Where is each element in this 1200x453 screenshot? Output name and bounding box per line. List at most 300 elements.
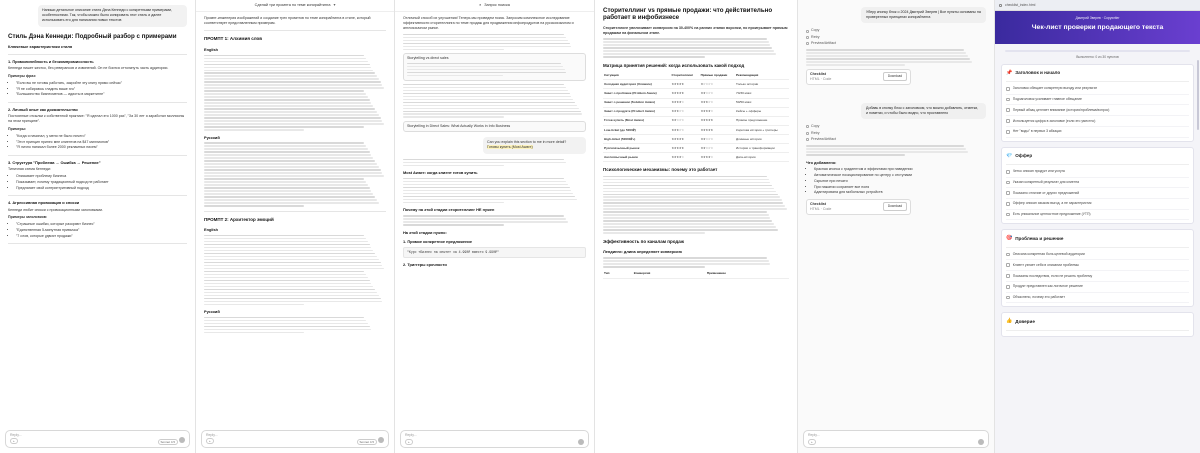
retry-action[interactable]: Retry [806,35,986,40]
checklist-item-text: Первый абзац цепляет внимание (история/проблема/вопрос) [1012,107,1110,112]
text-line [204,145,366,147]
research-artifact-card[interactable] [403,121,586,132]
column-header: Рекомендация [735,71,789,80]
list-item: • "Если вы не готовы работать, закройте эту книгу прямо сейчас" [16,81,187,86]
response-sections [8,59,187,244]
answer-badge: Готовы купить (Most Aware) [487,145,533,150]
section-emoji-icon: 💎 [1006,152,1013,159]
text-line [403,218,566,220]
text-line [603,38,767,40]
levels-heading: Most Aware: когда клиент готов купить [403,170,478,176]
user-message: Напиши детальное описание стиля Дэна Кеннеди с конкретными примерами, особенностями. Так, чтобы можно было копировать этот стиль и далее использовать его для написания новых текстов [38,5,187,27]
done-list [814,167,986,195]
text-line [204,301,382,303]
chevron-down-icon[interactable]: ▾ [333,2,336,7]
search-result-card[interactable] [403,53,586,81]
checklist-item[interactable] [1006,116,1189,127]
text-line [806,58,970,60]
examples-list [16,222,187,239]
text-line [204,283,371,285]
table-cell: ★★★★★ [670,89,699,98]
text-line [204,93,366,95]
text-line [204,70,373,72]
table-row [603,116,789,125]
send-button[interactable] [978,439,984,445]
text-line [204,329,371,331]
checkbox[interactable] [1006,191,1010,195]
section-emoji-icon: 👍 [1006,318,1013,325]
checklist-item[interactable] [1006,84,1189,95]
table-row [603,125,789,134]
text-line [603,53,776,55]
copy-action[interactable]: Copy [806,124,986,129]
text-line [204,280,370,282]
funnel-body [603,257,789,268]
text-line [204,87,384,89]
checklist-item[interactable] [1006,271,1189,282]
table-cell: ★★★★★ [700,125,735,134]
text-line [204,160,375,162]
table-cell: Холодная аудитория (Unaware) [603,80,670,89]
text-line [204,238,366,240]
text-line [204,265,382,267]
preview-icon [806,138,809,141]
add-icon[interactable]: + [405,439,413,445]
text-line [603,211,767,213]
text-line [407,72,566,74]
text-line [204,55,364,57]
checklist-item-text: Нет "воды" в первых 3 абзацах [1012,129,1062,134]
quoted-section [487,145,582,150]
text-line [204,274,366,276]
section-heading: 1. Прямолинейность и безкомпромиссность [8,58,94,64]
chat-composer[interactable] [803,430,989,448]
text-line [403,93,570,95]
checklist-item[interactable] [1006,178,1189,189]
text-line [603,185,772,187]
table-cell: Знает о проблеме (Problem Aware) [603,89,670,98]
list-item: • "Я не собираюсь гладить ваше эго" [16,87,187,92]
answer-intro [403,159,586,167]
table-row [603,98,789,107]
add-icon[interactable]: + [808,439,816,445]
checkbox[interactable] [1006,274,1010,278]
text-line [603,191,776,193]
send-button[interactable] [378,437,384,443]
intro-text: Отличный способ их улучшения! Теперь мы проведем поиск. Запросим комплексное исследование эффективности сторителлинга по теме продаж для продвижения инфопродуктов на русскоязычном и англоязычном рынке. [403,16,574,31]
user-message-2: Добавь в кнопку блок с заголовком, что можно добавлять, отметки, и пометки, и чтобы было видно, что проставлено [861,103,986,119]
text-line [403,108,579,110]
intro-heading: Ключевые характеристики стиля [8,44,73,50]
table-cell: ★★★☆☆ [700,98,735,107]
fail-heading: На этой стадии нужно: [403,229,447,235]
chat-panel-kennedy-style [0,0,196,453]
text-line [204,75,377,77]
checkbox[interactable] [1006,181,1010,185]
text-line [603,176,767,178]
checklist-item[interactable] [1006,250,1189,261]
checkbox[interactable] [1006,202,1010,206]
section-heading: 3. Структура "Проблема → Ошибка → Решение" [8,159,101,165]
checklist-item[interactable] [1006,105,1189,116]
table-cell: Длинные истории [735,134,789,143]
text-line [204,142,364,144]
text-line [806,55,968,57]
text-line [204,178,364,180]
divider [8,243,187,244]
prompt-2-lang-en: English [204,227,219,233]
text-line [603,202,783,204]
when-heading: Почему на этой стадии сторителлинг НЕ нужен [403,207,495,213]
section-text: Типичная схема Кеннеди: [8,167,51,172]
research-body [403,84,586,118]
text-line [204,323,368,325]
text-line [204,259,379,261]
checkbox[interactable] [1006,263,1010,267]
channels-heading: Эффективность по каналам продаж [603,238,684,244]
artifact-card-2[interactable] [806,199,911,215]
progress-bar [1005,50,1190,52]
section-title-text: Проблема и решение [1015,235,1064,241]
table-cell: Low-ticket (до 5000₽) [603,125,670,134]
text-line [403,184,568,186]
list-item: • Красная кнопка с градиентом и эффектами при наведении [814,167,986,172]
text-line [603,232,705,234]
text-line [403,99,573,101]
text-line [603,56,705,58]
section-title-text: Оффер [1015,152,1033,158]
text-line [806,154,905,156]
table-cell: Знает о продукте (Product Aware) [603,107,670,116]
chat-header [196,0,394,12]
text-line [403,199,577,201]
section-emoji-icon: 📌 [1006,69,1013,76]
text-line [204,123,384,125]
text-line [403,102,575,104]
numbered-2: 2. Триггеры срочности [403,261,447,267]
text-line [204,81,381,83]
hero-title: Чек-лист проверки продающего текста [1031,23,1164,31]
list-item: • "Я лично написал более 2000 рекламных писем" [16,145,187,150]
text-line [204,148,368,150]
text-line [204,244,370,246]
table-cell: ★★★★★ [670,143,699,152]
preview-icon [806,42,809,45]
examples-list [16,174,187,191]
text-line [603,229,778,231]
checklist-item-text: Подзаголовок усиливает главное обещание [1012,97,1082,102]
checklist-item[interactable] [1006,127,1189,138]
checklist-item-text: Заголовок обещает конкретную выгоду или результат [1012,86,1098,91]
divider [8,195,187,196]
list-item: • "Большинство бизнесменов — идиоты в маркетинге" [16,92,187,97]
text-line [204,175,384,177]
text-line [204,205,304,207]
file-icon [999,4,1002,7]
column-header: Ситуация [603,71,670,80]
chat-composer[interactable] [5,430,190,448]
artifact-card-1[interactable] [806,69,911,85]
text-line [204,295,379,297]
code-block: "Курс «Бизнес на опыте» за 4.990₽ вместо 9.990₽" [403,247,586,258]
download-button[interactable]: Download [883,202,907,211]
table-cell: ★★★★★ [670,80,699,89]
text-line [403,43,570,45]
text-line [204,72,375,74]
model-selector[interactable]: Sonnet 4.5 [158,439,179,445]
text-line [603,223,774,225]
report-lead: Сторителлинг увеличивает конверсию на 30-400% на ранних этапах воронки, но проигрывает прямым продажам на финальном этапе. [603,25,788,36]
table-cell: Прямое предложение [735,116,789,125]
text-line [806,148,966,150]
text-line [204,320,366,322]
table-cell: ★★★★☆ [670,153,699,162]
text-line [403,215,564,217]
add-icon[interactable]: + [10,438,18,444]
text-line [403,46,571,48]
table-cell: ★★☆☆☆ [700,134,735,143]
list-item: • Адаптирована для мобильных устройств [814,190,986,195]
text-line [407,63,561,65]
text-line [603,182,770,184]
text-line [403,165,504,167]
text-line [603,199,782,201]
table-cell: ★★★★☆ [670,98,699,107]
checklist-item[interactable] [1006,260,1189,271]
text-line [204,289,375,291]
checklist-item[interactable] [1006,210,1189,221]
checklist-item[interactable] [1006,199,1189,210]
preview-action[interactable]: Preview/Artifact [806,41,986,46]
user-message-1: Уберу кнопку блок о 2024 Дмитрий Зверев | Все пункты основаны на проверенных принципах копирайтинга [861,7,986,23]
list-item: • Скрытие при печати [814,179,986,184]
text-line [403,190,571,192]
checklist-item[interactable] [1006,282,1189,293]
text-line [204,129,304,131]
text-line [603,226,776,228]
table-cell: Знает о решении (Solution Aware) [603,98,670,107]
text-line [403,96,571,98]
section-heading: 4. Агрессивная провокация и списки [8,200,80,206]
chat-composer[interactable] [400,430,589,448]
copy-icon [806,125,809,128]
assistant-reply-1 [806,49,986,66]
checkbox[interactable] [1006,130,1010,134]
retry-icon [806,36,809,39]
checkbox[interactable] [1006,285,1010,289]
table-row [603,107,789,116]
text-line [204,154,371,156]
text-line [204,317,364,319]
when-body [403,215,586,226]
report-lead-body [603,38,789,58]
examples-label: Примеры заголовков: [8,215,48,220]
text-line [603,263,770,265]
prompt-2-body-en [204,235,386,305]
text-line [806,64,905,66]
model-selector[interactable]: Sonnet 4.5 [357,439,378,445]
section-title [1006,68,1189,82]
progress-text: Выполнено: 0 из 30 пунктов [1076,55,1119,59]
text-line [603,260,769,262]
checkbox[interactable] [1006,98,1010,102]
search-card-body [407,63,582,77]
send-button[interactable] [578,439,584,445]
message-actions [806,28,986,46]
text-line [204,90,364,92]
checklist-item[interactable] [1006,95,1189,106]
list-item: • "Единственная 5-минутная привычка" [16,228,187,233]
table-cell: ★★☆☆☆ [670,116,699,125]
text-line [806,151,968,153]
scrollbar[interactable] [1197,60,1199,130]
text-line [204,157,373,159]
checklist-item-text: Объяснено, почему это работает [1012,294,1065,299]
text-line [603,257,767,259]
question-text: Can you explain this section to me in more detail? [487,140,567,145]
text-line [204,78,379,80]
text-line [204,286,373,288]
text-line [204,199,377,201]
text-line [204,190,371,192]
text-line [204,96,368,98]
chat-title[interactable]: Сделай три промпта по теме копирайтинга [254,2,331,7]
list-item: • Описывает проблему бизнеса [16,174,187,179]
text-line [403,40,568,42]
send-button[interactable] [179,437,185,443]
table-cell: Готов купить (Most Aware) [603,116,670,125]
add-icon[interactable]: + [206,438,214,444]
table-cell: ★★★★☆ [700,153,735,162]
checkbox[interactable] [1006,213,1010,217]
text-line [204,61,368,63]
numbered-1: 1. Прямое конкретное предложение [403,239,472,245]
text-line [204,126,364,128]
text-line [806,49,964,51]
checklist-item-text: Описана конкретная боль целевой аудитории [1012,252,1085,257]
text-line [403,105,577,107]
text-line [603,188,774,190]
text-line [204,262,381,264]
checklist-item[interactable] [1006,167,1189,178]
table-cell: ★★☆☆☆ [700,143,735,152]
list-item: • "Когда я начинал, у меня не было ничего" [16,134,187,139]
browser-url[interactable]: checklist_index.html [1005,2,1036,7]
preview-action[interactable]: Preview/Artifact [806,137,986,142]
channels-table [603,270,789,279]
table-header [603,270,789,279]
column-header: Конверсия [633,270,706,279]
list-item: • Автоматическое позиционирование по центру с отступами [814,173,986,178]
examples-label: Примеры фраз: [8,73,37,78]
text-line [603,194,778,196]
text-line [204,326,370,328]
table-cell: ★★★★★ [670,134,699,143]
text-line [403,187,570,189]
text-line [603,217,770,219]
decision-matrix-table [603,71,789,162]
section-text: Кеннеди пишет жестко, без реверансов и извинений. Он не боится оттолкнуть часть аудитории. [8,66,169,71]
assistant-reply-2 [806,145,986,156]
table-cell: ★★★☆☆ [670,107,699,116]
text-line [603,47,772,49]
examples-list [16,81,187,98]
text-line [204,277,368,279]
text-line [407,69,565,71]
composer-placeholder: Reply... [808,433,820,437]
chat-composer[interactable] [201,430,389,448]
table-cell: Русскоязычный рынок [603,143,670,152]
text-line [204,172,382,174]
section-text: Постоянные отсылки к собственной практике: "Я сделал это 1000 раз", "За 30 лет я заработал миллионы на этом принципе". [8,114,185,124]
checkbox[interactable] [1006,108,1010,112]
text-line [204,304,304,306]
chat-panel-research [395,0,595,453]
text-line [403,181,566,183]
message-actions-2 [806,124,986,142]
download-button[interactable]: Download [883,72,907,81]
checklist-section [1001,147,1194,225]
text-line [403,178,564,180]
checklist-item[interactable] [1006,188,1189,199]
text-line [204,184,368,186]
psych-heading: Психологические механизмы: почему это работает [603,167,718,173]
checklist-item-text: Оффер описан языком выгод, а не характеристик [1012,201,1092,206]
text-line [403,90,568,92]
checkbox[interactable] [1006,253,1010,257]
table-cell: 50/50 микс [735,98,789,107]
text-line [403,116,504,118]
list-item: • "7 слов, которые удвоят продажи" [16,234,187,239]
checklist-item-text: Есть уникальное ценностное предложение (УТП) [1012,212,1091,217]
list-item: • Предлагает свой контринтуитивный подход [16,186,187,191]
text-line [204,250,373,252]
checkbox[interactable] [1006,170,1010,174]
checklist-item[interactable] [1006,293,1189,304]
text-line [204,64,370,66]
table-row [603,134,789,143]
section-title [1006,316,1189,330]
section-title-text: Заголовок и начало [1015,70,1061,76]
checklist-section [1001,312,1194,336]
report-title: Сторителлинг vs прямые продажи: что действительно работает в инфобизнесе [603,7,773,22]
text-line [204,253,375,255]
text-line [204,117,381,119]
text-line [204,187,370,189]
prompt-1-lang-ru: Русский [204,134,220,140]
chat-panel-checklist-edits [798,0,995,453]
table-row [603,89,789,98]
checkbox[interactable] [1006,87,1010,91]
text-line [603,44,770,46]
text-line [603,50,774,52]
checkbox[interactable] [1006,119,1010,123]
text-line [204,271,364,273]
checklist-item-text: Указан конкретный результат для клиента [1012,179,1079,184]
checkbox[interactable] [1006,296,1010,300]
text-line [603,205,785,207]
text-line [603,196,780,198]
copy-action[interactable]: Copy [806,28,986,33]
user-question [483,137,586,153]
prompt-1-lang-en: English [204,46,219,52]
checklist-item-text: Продукт представлен как логичное решение [1012,284,1083,289]
artifact-name: Checklist [810,201,826,206]
retry-action[interactable]: Retry [806,131,986,136]
browser-bar [995,0,1200,11]
text-line [204,332,304,334]
section-emoji-icon: 🎯 [1006,235,1013,242]
